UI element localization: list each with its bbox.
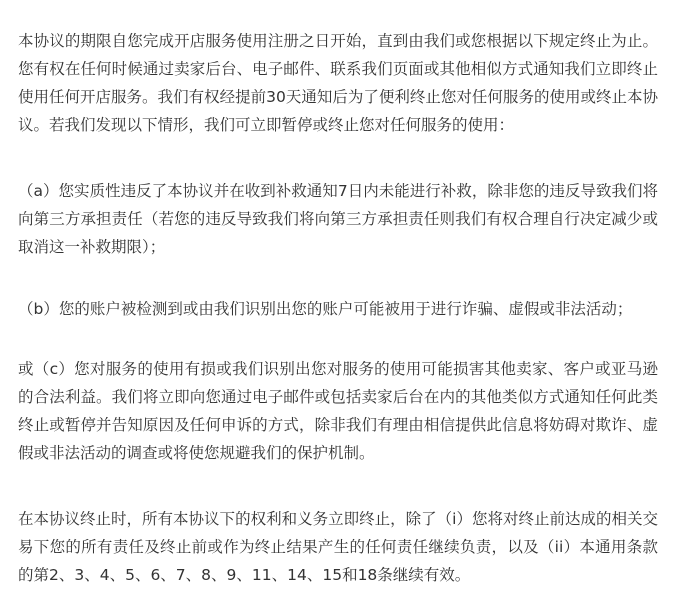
paragraph-clause-a: （a）您实质性违反了本协议并在收到补救通知7日内未能进行补救，除非您的违反导致我们将向第三方承担责任（若您的违反导致我们将向第三方承担责任则我们有权合理自行决定减少或取消这一补救期限）；	[18, 182, 658, 256]
paragraph-clause-b: （b）您的账户被检测到或由我们识别出您的账户可能被用于进行诈骗、虚假或非法活动；	[18, 300, 633, 318]
paragraph-clause-c: 或（c）您对服务的使用有损或我们识别出您对服务的使用可能损害其他卖家、客户或亚马逊的合法利益。我们将立即向您通过电子邮件或包括卖家后台在内的其他类似方式通知任何此类终止或暂停并告知原因及任何申诉的方式，除非我们有理由相信提供此信息将妨碍对欺诈、虚假或非法活动的调查或将使您规避我们的保护机制。	[18, 360, 658, 462]
paragraph-term-and-termination: 本协议的期限自您完成开店服务使用注册之日开始，直到由我们或您根据以下规定终止为止。您有权在任何时候通过卖家后台、电子邮件、联系我们页面或其他相似方式通知我们立即终止使用任何开店服务。我们有权经提前30天通知后为了便利终止您对任何服务的使用或终止本协议。若我们发现以下情形，我们可立即暂停或终止您对任何服务的使用：	[18, 32, 658, 134]
paragraph-effect-of-termination: 在本协议终止时，所有本协议下的权利和义务立即终止，除了（i）您将对终止前达成的相关交易下您的所有责任及终止前或作为终止结果产生的任何责任继续负责，以及（ii）本通用条款的第2、3、4、5、6、7、8、9、11、14、15和18条继续有效。	[18, 510, 658, 584]
